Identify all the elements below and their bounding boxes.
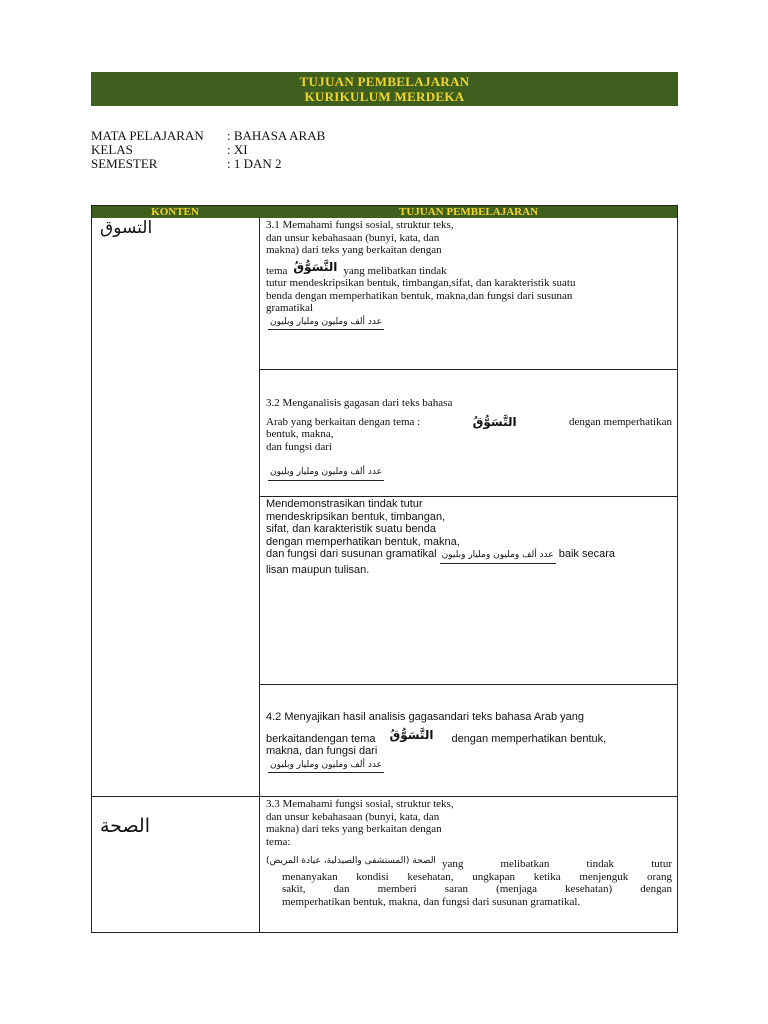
konten-shihhah: الصحة [100,815,150,837]
meta-value: : 1 DAN 2 [227,156,282,171]
row-divider [260,684,677,685]
title-banner [91,72,678,106]
text-line: dan unsur kebahasaan (bunyi, kata, dan [266,231,440,244]
text-line: makna) dari teks yang berkaitan dengan [266,823,442,835]
title-line-1: TUJUAN PEMBELAJARAN [299,74,470,89]
text-line: 3.3 Memahami fungsi sosial, struktur teks, [266,798,454,810]
text-span: dengan memperhatikan bentuk, [451,732,607,745]
text-line: tutur mendeskripsikan bentuk, timbangan,sifat, dan karakteristik suatu [266,277,576,289]
text-span: dengan memperhatikan [569,415,672,428]
tema-arabic: التَّسَوُّقُ [472,414,517,429]
objective-3-2 [266,397,672,481]
meta-key: SEMESTER [91,156,158,171]
header-tujuan: TUJUAN PEMBELAJARAN [398,206,539,218]
meta-value: : BAHASA ARAB [227,128,326,143]
text-line: sifat, dan karakteristik suatu benda [266,523,436,535]
text-span: tema [266,264,288,277]
text-line: bentuk, makna, [266,428,334,440]
text-span: Arab yang berkaitan dengan tema : [266,415,421,428]
meta-row-mata-pelajaran [91,129,325,143]
text-line [266,758,672,774]
text-line: makna) dari teks yang berkaitan dengan [266,244,442,256]
meta-row-semester [91,157,325,171]
text-line: 3.1 Memahami fungsi sosial, struktur teks, [266,219,454,231]
meta-value: : XI [227,142,248,157]
text-line [266,858,672,871]
angka-arabic: عدد ألف ومليون وملیار وبلیون [440,549,556,564]
text-line: makna, dan fungsi dari [266,745,378,757]
text-span: berkaitandengan tema [266,732,376,745]
konten-tasawwuq: التسوق [100,218,153,238]
text-line: mendeskripsikan bentuk, timbangan, [266,510,446,523]
tema-arabic: التَّسَوُّقُ [389,727,434,742]
text-line [266,548,672,564]
text-line [266,416,672,429]
text-line: benda dengan memperhatikan bentuk, makna,dan fungsi dari susunan [266,289,573,302]
text-line: Mendemonstrasikan tindak tutur [266,498,423,510]
angka-arabic: عدد ألف ومليون وملیار وبلیون [268,759,384,774]
text-span: dan fungsi dari susunan gramatikal [266,548,437,560]
text-line: 3.2 Menganalisis gagasan dari teks bahasa [266,397,453,409]
angka-arabic: عدد ألف ومليون وملیار وبلیون [268,316,384,331]
text-line: dengan memperhatikan bentuk, makna, [266,535,460,548]
text-line: dan fungsi dari [266,440,332,453]
meta-row-kelas [91,143,325,157]
tema-sehat-arabic: الصحة (المستشفى والصيدلية، عيادة المريض) [266,856,436,866]
row-divider [260,369,677,370]
learning-objectives-table [91,205,678,933]
text-line: dan unsur kebahasaan (bunyi, kata, dan [266,810,440,823]
text-line [266,465,672,481]
text-line: 4.2 Menyajikan hasil analisis gagasandari teks bahasa Arab yang [266,711,584,723]
text-line [266,315,672,331]
text-line [266,729,672,746]
text-line: sakit, dan memberi saran (menjaga kesehatan) dengan [282,883,672,895]
objective-4-2 [266,711,672,773]
text-line: tema: [266,835,291,848]
objective-3-3 [266,798,672,908]
text-line: gramatikal [266,302,314,314]
meta-block [91,129,325,171]
text-span: yang melibatkan tindak [343,264,447,277]
row-divider [92,796,677,797]
meta-key: KELAS [91,142,133,157]
meta-key: MATA PELAJARAN [91,128,204,143]
row-divider [260,496,677,497]
objective-3-1 [266,219,672,330]
column-divider [259,218,260,932]
title-line-2: KURIKULUM MERDEKA [304,89,465,104]
header-konten: KONTEN [151,206,199,218]
text-line: lisan maupun tulisan. [266,563,370,576]
tema-arabic: التَّسَوُّقُ [293,259,338,274]
text-span: yang melibatkan tindak tutur [441,858,672,870]
text-line [266,261,672,278]
text-line: menanyakan kondisi kesehatan, ungkapan ketika menjenguk orang [282,870,672,883]
text-line: memperhatikan bentuk, makna, dan fungsi dari susunan gramatikal. [282,895,581,908]
text-span: baik secara [558,548,615,560]
table-header [92,206,677,218]
angka-arabic: عدد ألف ومليون وملیار وبلیون [268,466,384,481]
objective-demonstrate [266,498,672,576]
